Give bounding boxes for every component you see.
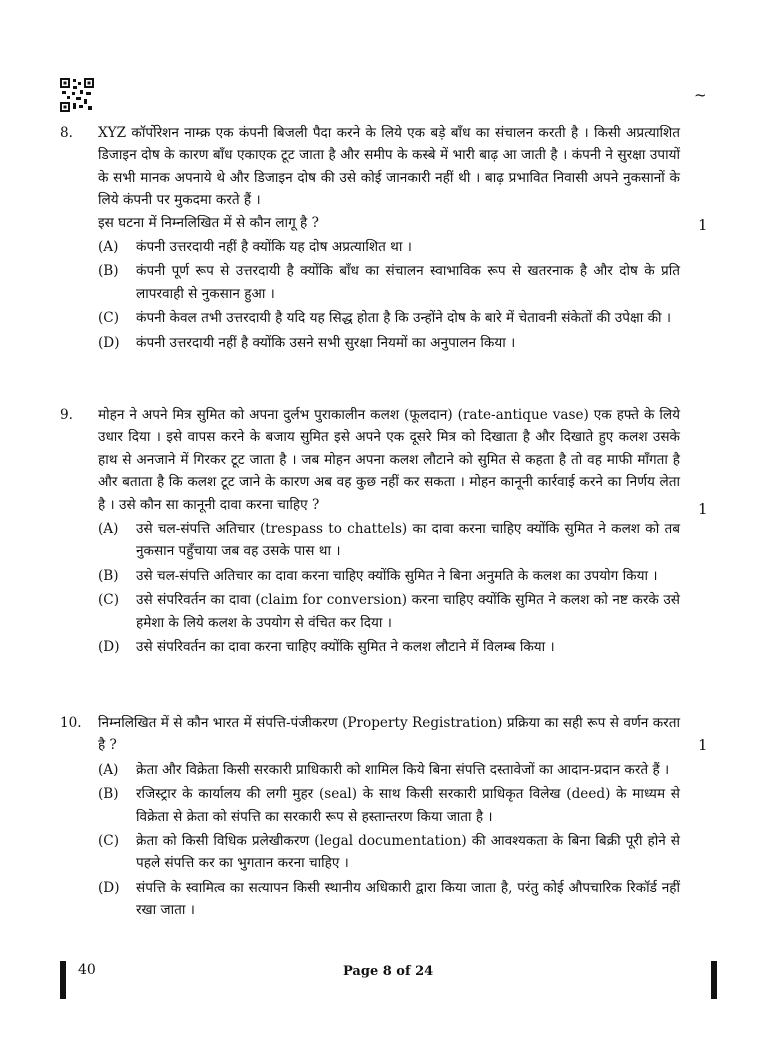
corner-mark: ~ bbox=[694, 86, 707, 104]
option-label: (C) bbox=[98, 833, 120, 850]
option-label: (D) bbox=[98, 879, 120, 896]
question-text: XYZ कॉर्पोरेशन नाम्क्र एक कंपनी बिजली पैदा करने के लिये एक बड़े बाँध का संचालन करती है । किसी अप्रत्याशित डिजाइन दोष के कारण बाँध एकाएक टूट जाता है और समीप के कस्बे में भारी बाढ़ आ जाती है । कंपनी ने सुरक्षा उपायों के सभी मानक अपनाये थे और डिजाइन दोष की उसे कोई जानकारी नहीं थी । बाढ़ प्रभावित निवासी अपने नुकसानों के लिये कंपनी पर मुकदमा करते हैं । bbox=[98, 125, 680, 209]
option-label: (D) bbox=[98, 334, 120, 351]
option-text: उसे संपरिवर्तन का दावा (claim for conversion) करना चाहिए क्योंकि सुमित ने कलश को नष्ट करके उसे हमेशा के लिये कलश के उपयोग से वंचित कर दिया । bbox=[136, 592, 680, 631]
option-text: कंपनी केवल तभी उत्तरदायी है यदि यह सिद्ध होता है कि उन्होंने दोष के बारे में चेतावनी संकेतों की उपेक्षा की । bbox=[136, 310, 671, 327]
option-label: (B) bbox=[98, 567, 119, 584]
option-a bbox=[98, 518, 680, 563]
question-text: मोहन ने अपने मित्र सुमित को अपना दुर्लभ पुराकालीन कलश (फूलदान) (rate-antique vase) एक हफ्ते के लिये उधार दिया । इसे वापस करने के बजाय सुमित इसे अपने एक दूसरे मित्र को दिखाता है और दिखाते हुए कलश उसके हाथ से अनजाने में गिरकर टूट जाता है । जब मोहन अपना कलश लौटाने को सुमित से कहता है तो वह माफी माँगता है और बताता है कि कलश टूट जाने के कारण अब वह कुछ नहीं कर सकता । मोहन कानूनी कार्रवाई करने का निर्णय लेता है । उसे कौन सा कानूनी दावा करना चाहिए ? bbox=[98, 407, 680, 513]
option-a bbox=[98, 759, 680, 781]
page-number: Page 8 of 24 bbox=[343, 964, 434, 979]
option-d bbox=[98, 877, 680, 922]
option-text: कंपनी उत्तरदायी नहीं है क्योंकि उसने सभी सुरक्षा नियमों का अनुपालन किया । bbox=[136, 334, 516, 351]
option-b bbox=[98, 565, 680, 587]
option-text: रजिस्ट्रार के कार्यालय की लगी मुहर (seal) के साथ किसी सरकारी प्राधिकृत विलेख (deed) के माध्यम से विक्रेता से क्रेता को संपत्ति का सरकारी रूप से हस्तान्तरण किया जाता है । bbox=[136, 786, 680, 825]
question-number: 8. bbox=[60, 125, 73, 141]
option-text: संपत्ति के स्वामित्व का सत्यापन किसी स्थानीय अधिकारी द्वारा किया जाता है, परंतु कोई औपचारिक रिकॉर्ड नहीं रखा जाता । bbox=[136, 879, 680, 919]
option-label: (B) bbox=[98, 263, 119, 280]
question-8 bbox=[60, 122, 680, 354]
option-label: (A) bbox=[98, 521, 119, 538]
question-marks: 1 bbox=[698, 736, 708, 754]
option-label: (C) bbox=[98, 310, 120, 327]
option-text: उसे चल-संपत्ति अतिचार (trespass to chattels) का दावा करना चाहिए क्योंकि सुमित ने कलश को तब नुकसान पहुँचाया जब वह उसके पास था । bbox=[136, 521, 680, 560]
option-label: (D) bbox=[98, 639, 120, 656]
qr-code bbox=[60, 78, 94, 112]
option-c bbox=[98, 307, 680, 329]
question-marks: 1 bbox=[698, 500, 708, 518]
option-d bbox=[98, 636, 680, 658]
option-text: कंपनी उत्तरदायी नहीं है क्योंकि यह दोष अप्रत्याशित था । bbox=[136, 239, 412, 256]
option-label: (A) bbox=[98, 761, 119, 778]
option-label: (C) bbox=[98, 592, 120, 609]
footer-bar-right bbox=[711, 961, 717, 999]
option-text: क्रेता को किसी विधिक प्रलेखीकरण (legal documentation) की आवश्यकता के बिना बिक्री पूरी होने से पहले संपत्ति कर का भुगतान करना चाहिए । bbox=[136, 833, 680, 872]
question-marks: 1 bbox=[698, 216, 708, 234]
option-b bbox=[98, 783, 680, 828]
option-d bbox=[98, 332, 680, 354]
paper-code: 40 bbox=[78, 962, 96, 978]
option-text: उसे चल-संपत्ति अतिचार का दावा करना चाहिए क्योंकि सुमित ने बिना अनुमति के कलश का उपयोग किया । bbox=[136, 567, 658, 584]
option-text: क्रेता और विक्रेता किसी सरकारी प्राधिकारी को शामिल किये बिना संपत्ति दस्तावेजों का आदान-प्रदान करते हैं । bbox=[136, 761, 670, 778]
footer-bar-left bbox=[60, 961, 66, 999]
question-text: निम्नलिखित में से कौन भारत में संपत्ति-पंजीकरण (Property Registration) प्रक्रिया का सही रूप से वर्णन करता है ? bbox=[98, 715, 680, 754]
question-9 bbox=[60, 404, 680, 658]
question-number: 9. bbox=[60, 407, 73, 423]
option-text: उसे संपरिवर्तन का दावा करना चाहिए क्योंकि सुमित ने कलश लौटाने में विलम्ब किया । bbox=[136, 639, 555, 656]
option-c bbox=[98, 830, 680, 875]
question-10 bbox=[60, 712, 680, 922]
option-label: (A) bbox=[98, 239, 119, 256]
option-label: (B) bbox=[98, 786, 119, 803]
option-text: कंपनी पूर्ण रूप से उत्तरदायी है क्योंकि बाँध का संचालन स्वाभाविक रूप से खतरनाक है और दोष के प्रति लापरवाही से नुकसान हुआ । bbox=[136, 263, 680, 302]
option-c bbox=[98, 589, 680, 634]
question-number: 10. bbox=[60, 715, 82, 731]
question-prompt: इस घटना में निम्नलिखित में से कौन लागू है ? bbox=[98, 214, 319, 231]
option-b bbox=[98, 260, 680, 305]
option-a bbox=[98, 236, 680, 258]
